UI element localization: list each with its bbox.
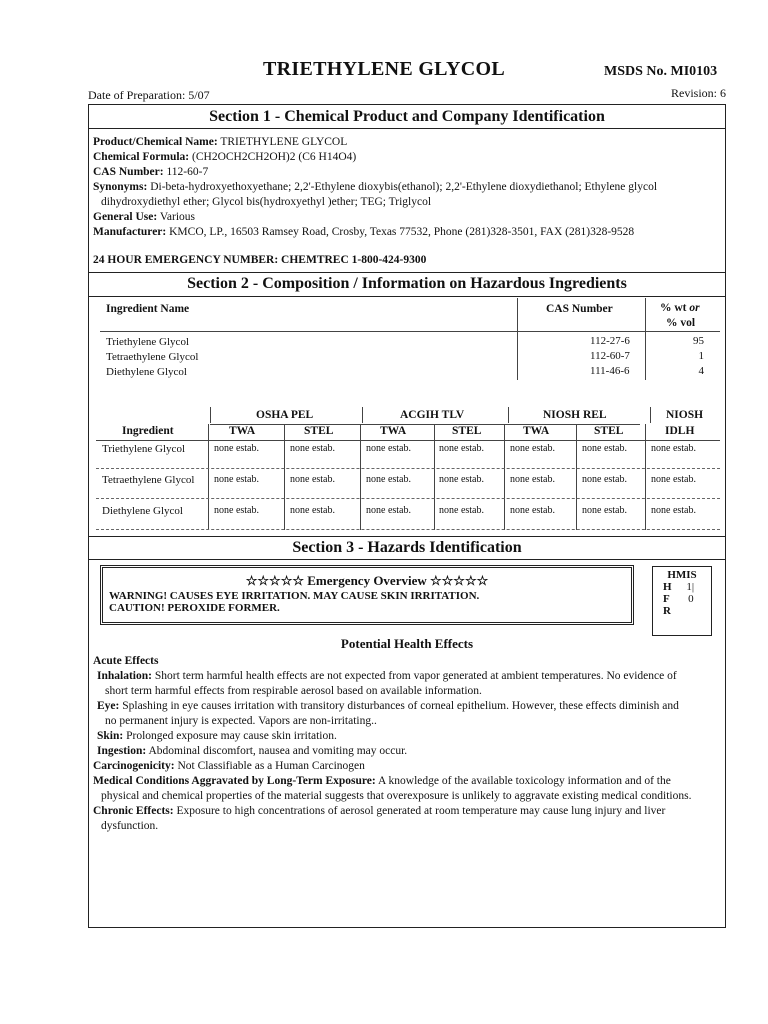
- col-line: [284, 424, 285, 530]
- row-divider: [96, 498, 720, 499]
- general-use-row: [93, 210, 723, 225]
- general-use-label: General Use:: [93, 211, 158, 223]
- chronic-effects-text-1: Exposure to high concentrations of aerosol generated at room temperature may cause lung injury and liver: [176, 805, 666, 817]
- exposure-ingredient: Diethylene Glycol: [102, 505, 183, 517]
- exposure-value: none estab.: [214, 443, 259, 454]
- exposure-value: none estab.: [366, 474, 411, 485]
- col-line: [434, 424, 435, 530]
- section1-body: [93, 135, 723, 240]
- exposure-ingredient-header: Ingredient: [122, 425, 174, 437]
- manufacturer-value: KMCO, LP., 16503 Ramsey Road, Crosby, Texas 77532, Phone (281)328-3501, FAX (281)328-9528: [169, 226, 635, 238]
- medical-conditions-text-2: physical and chemical properties of the material suggests that overexposure is unlikely to aggravate existing medical conditions.: [101, 790, 692, 802]
- exposure-value: none estab.: [582, 443, 627, 454]
- ingestion-text: Abdominal discomfort, nausea and vomiting may occur.: [148, 745, 408, 757]
- col-line: [576, 424, 577, 530]
- ingestion-row: [93, 744, 723, 759]
- pct-vol-label: % vol: [666, 317, 696, 329]
- manufacturer-label: Manufacturer:: [93, 226, 167, 238]
- skin-text: Prolonged exposure may cause skin irritation.: [126, 730, 337, 742]
- section1-heading: Section 1 - Chemical Product and Company Identification: [209, 108, 605, 125]
- synonyms-value-2: dihydroxydiethyl ether; Glycol bis(hydroxyethyl )ether; TEG; Triglycol: [101, 196, 432, 208]
- col-line: [504, 424, 505, 530]
- general-use-value: Various: [159, 211, 196, 223]
- product-name-value: TRIETHYLENE GLYCOL: [220, 136, 348, 148]
- ingredient-pct: 95: [693, 335, 704, 347]
- hmis-flammability-row: [663, 593, 711, 605]
- exposure-value: none estab.: [290, 505, 335, 516]
- inhalation-label: Inhalation:: [97, 670, 152, 682]
- section3-divider: [88, 559, 726, 560]
- eye-text-1: Splashing in eye causes irritation with transitory disturbances of corneal epithelium. However, these effects diminish and: [122, 700, 679, 712]
- section3-heading: Section 3 - Hazards Identification: [292, 539, 522, 556]
- exposure-value: none estab.: [651, 505, 696, 516]
- ingredient-cas: 111-46-6: [590, 365, 630, 377]
- msds-number: MSDS No. MI0103: [604, 64, 718, 79]
- pct-header-1: [660, 302, 700, 314]
- eye-row: [93, 699, 723, 714]
- potential-health-effects-heading: Potential Health Effects: [340, 636, 474, 651]
- cas-row: [93, 165, 723, 180]
- hmis-f-label: F: [663, 593, 670, 605]
- exposure-value: none estab.: [290, 474, 335, 485]
- section2-heading: Section 2 - Composition / Information on Hazardous Ingredients: [187, 275, 627, 292]
- hmis-title: HMIS: [667, 569, 697, 581]
- ingestion-label: Ingestion:: [97, 745, 147, 757]
- ingredient-name: Tetraethylene Glycol: [106, 351, 199, 363]
- section2-divider: [88, 296, 726, 297]
- emergency-number: 24 HOUR EMERGENCY NUMBER: CHEMTREC 1-800-424-9300: [93, 254, 427, 266]
- hmis-h-value: 1|: [686, 581, 695, 593]
- medical-conditions-text-1: A knowledge of the available toxicology information and of the: [377, 775, 671, 787]
- exposure-value: none estab.: [582, 474, 627, 485]
- hmis-r-label: R: [663, 605, 671, 617]
- skin-row: [93, 729, 723, 744]
- eye-label: Eye:: [97, 700, 120, 712]
- medical-conditions-label: Medical Conditions Aggravated by Long-Term Exposure:: [93, 775, 376, 787]
- pct-wt-label: % wt: [660, 302, 687, 314]
- sub-header: TWA: [380, 425, 407, 437]
- exposure-value: none estab.: [290, 443, 335, 454]
- exposure-ingredient: Triethylene Glycol: [102, 443, 185, 455]
- exposure-value: none estab.: [439, 505, 484, 516]
- product-name-row: [93, 135, 723, 150]
- hmis-reactivity-row: [663, 605, 711, 617]
- ingredient-pct: 4: [698, 365, 704, 377]
- eye-text-2: no permanent injury is expected. Vapors are non-irritating..: [105, 715, 377, 727]
- manufacturer-row: [93, 225, 723, 240]
- hmis-f-value: 0: [688, 593, 694, 605]
- inhalation-text-2: short term harmful effects from respirable aerosol based on available information.: [105, 685, 482, 697]
- emergency-overview-box: [100, 565, 634, 625]
- chronic-effects-text-2: dysfunction.: [101, 820, 159, 832]
- synonyms-value-1: Di-beta-hydroxyethoxyethane; 2,2'-Ethylene dioxybis(ethanol); 2,2'-Ethylene dioxydiethanol; Ethylene glycol: [150, 181, 658, 193]
- pct-or-label: or: [689, 302, 700, 314]
- hmis-h-label: H: [663, 581, 672, 593]
- table-vline: [517, 298, 518, 380]
- acgih-tlv-header: ACGIH TLV: [400, 409, 465, 421]
- medical-conditions-row: [93, 774, 723, 789]
- ingredient-name: Diethylene Glycol: [106, 366, 187, 378]
- skin-label: Skin:: [97, 730, 124, 742]
- exposure-value: none estab.: [651, 443, 696, 454]
- caution-text: CAUTION! PEROXIDE FORMER.: [109, 602, 280, 614]
- sub-header: STEL: [594, 425, 624, 437]
- synonyms-row: [93, 180, 723, 195]
- chronic-effects-label: Chronic Effects:: [93, 805, 174, 817]
- inhalation-text-1: Short term harmful health effects are not expected from vapor generated at ambient temperatures. No evidence of: [154, 670, 677, 682]
- exposure-value: none estab.: [510, 505, 555, 516]
- sub-header: STEL: [452, 425, 482, 437]
- group-separator: [650, 407, 651, 423]
- sub-header: STEL: [304, 425, 334, 437]
- formula-row: [93, 150, 723, 165]
- section1-divider: [88, 128, 726, 129]
- cas-number-header: CAS Number: [546, 303, 613, 315]
- sub-header: IDLH: [665, 425, 695, 437]
- exposure-value: none estab.: [439, 474, 484, 485]
- niosh-header: NIOSH: [666, 409, 704, 421]
- group-separator: [210, 407, 211, 423]
- exposure-value: none estab.: [510, 443, 555, 454]
- group-separator: [362, 407, 363, 423]
- osha-pel-header: OSHA PEL: [256, 409, 314, 421]
- sub-header: TWA: [229, 425, 256, 437]
- table-header-rule: [100, 331, 720, 332]
- acute-effects-label: Acute Effects: [93, 655, 159, 667]
- date-of-preparation: Date of Preparation: 5/07: [88, 88, 210, 102]
- exposure-ingredient: Tetraethylene Glycol: [102, 474, 195, 486]
- ingredient-cas: 112-27-6: [590, 335, 630, 347]
- col-line: [360, 424, 361, 530]
- sub-header: TWA: [523, 425, 550, 437]
- col-line: [208, 424, 209, 530]
- product-name-label: Product/Chemical Name:: [93, 136, 218, 148]
- revision: Revision: 6: [670, 86, 726, 100]
- exposure-value: none estab.: [510, 474, 555, 485]
- carcinogenicity-text: Not Classifiable as a Human Carcinogen: [177, 760, 365, 772]
- exposure-header-rule: [96, 440, 720, 441]
- chronic-effects-row: [93, 804, 723, 819]
- ingredient-pct: 1: [698, 350, 704, 362]
- exposure-value: none estab.: [366, 443, 411, 454]
- inhalation-row: [93, 669, 723, 684]
- carcinogenicity-row: [93, 759, 723, 774]
- ingredient-name-header: Ingredient Name: [106, 303, 190, 315]
- table-vline: [645, 298, 646, 380]
- exposure-value: none estab.: [582, 505, 627, 516]
- col-line: [645, 424, 646, 530]
- warning-text: WARNING! CAUSES EYE IRRITATION. MAY CAUSE SKIN IRRITATION.: [109, 590, 480, 602]
- row-divider: [96, 529, 720, 530]
- exposure-value: none estab.: [214, 474, 259, 485]
- ingredient-cas: 112-60-7: [590, 350, 630, 362]
- exposure-value: none estab.: [366, 505, 411, 516]
- exposure-value: none estab.: [439, 443, 484, 454]
- exposure-value: none estab.: [651, 474, 696, 485]
- document-title: TRIETHYLENE GLYCOL: [263, 58, 505, 80]
- formula-value: (CH2OCH2CH2OH)2 (C6 H14O4): [192, 151, 357, 163]
- health-effects-text: [93, 654, 723, 834]
- carcinogenicity-label: Carcinogenicity:: [93, 760, 175, 772]
- hmis-box: [652, 566, 712, 636]
- hmis-health-row: [663, 581, 711, 593]
- row-divider: [96, 468, 720, 469]
- section2-top-divider: [88, 272, 726, 273]
- cas-value: 112-60-7: [166, 166, 209, 178]
- section3-top-divider: [88, 536, 726, 537]
- emergency-overview-title: ☆☆☆☆☆ Emergency Overview ☆☆☆☆☆: [245, 573, 489, 588]
- exposure-value: none estab.: [214, 505, 259, 516]
- formula-label: Chemical Formula:: [93, 151, 190, 163]
- group-separator: [508, 407, 509, 423]
- synonyms-label: Synonyms:: [93, 181, 148, 193]
- niosh-rel-header: NIOSH REL: [543, 409, 607, 421]
- ingredient-name: Triethylene Glycol: [106, 336, 189, 348]
- cas-label: CAS Number:: [93, 166, 164, 178]
